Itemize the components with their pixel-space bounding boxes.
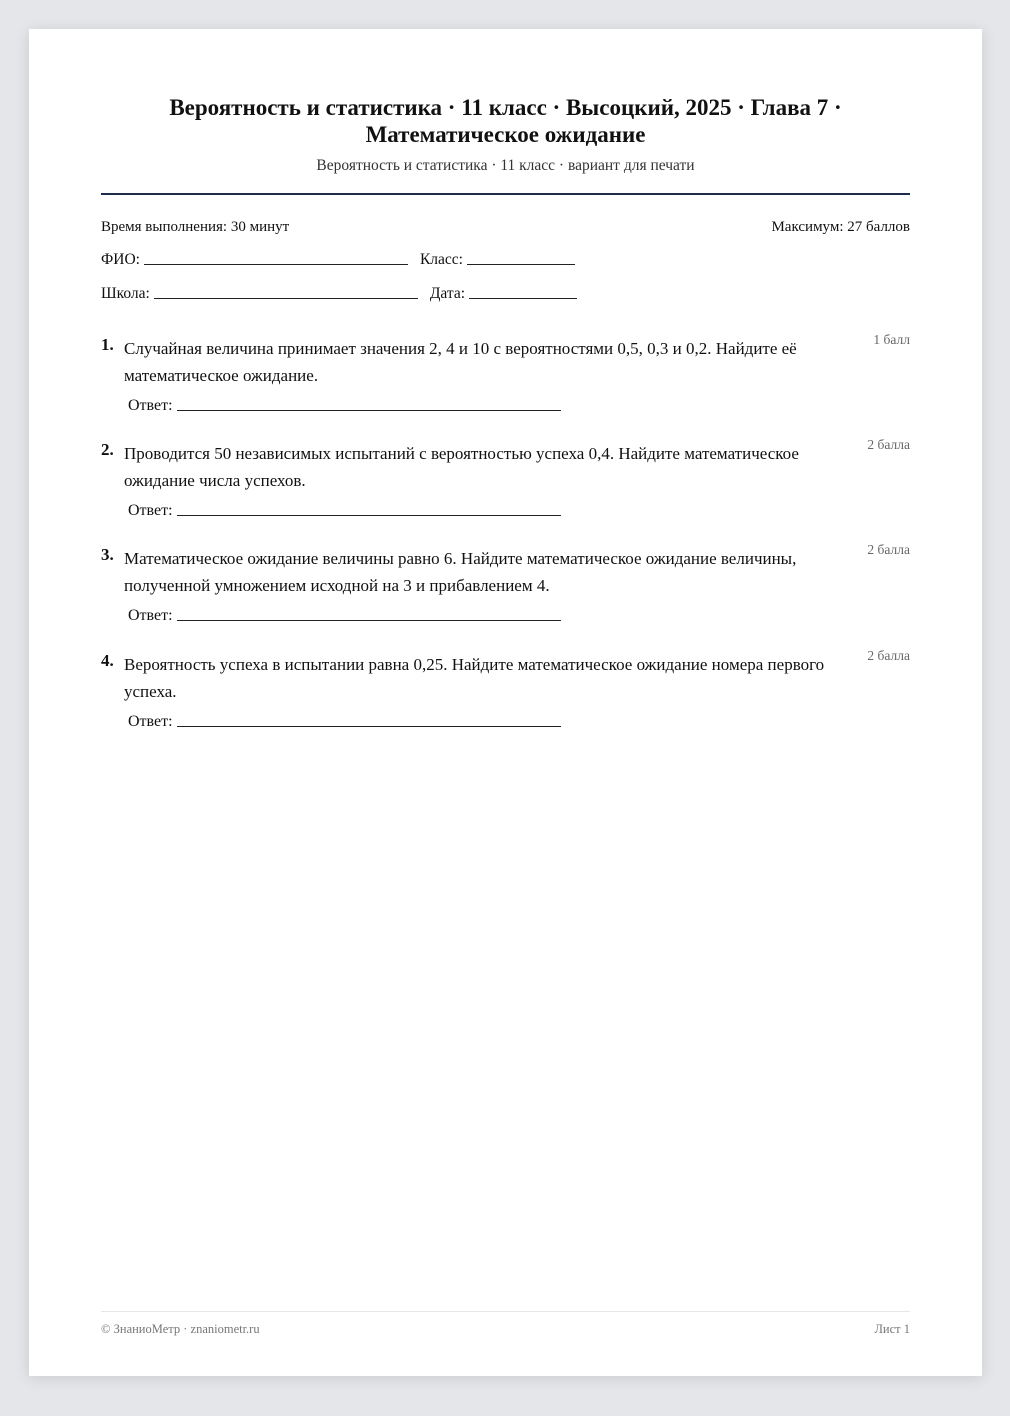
- question-text: Математическое ожидание величины равно 6. Найдите математическое ожидание величины, полученной умножением исходной на 3 и прибавлением 4.: [124, 549, 797, 595]
- answer-label: Ответ:: [128, 502, 173, 519]
- answer-row: [128, 502, 561, 520]
- title-line-1: Вероятность и статистика · 11 класс · Высоцкий, 2025 · Глава 7 ·: [169, 95, 842, 120]
- page-subtitle: Вероятность и статистика · 11 класс · вариант для печати: [316, 157, 695, 174]
- question-points: 2 балла: [867, 648, 910, 663]
- footer-divider: [101, 1311, 910, 1312]
- fio-field[interactable]: [144, 263, 408, 265]
- header-divider: [101, 193, 910, 195]
- max-score: Максимум: 27 баллов: [771, 219, 910, 235]
- answer-row: [128, 713, 561, 731]
- question-number: 2.: [101, 440, 114, 459]
- answer-row: [128, 397, 561, 415]
- question-text: Случайная величина принимает значения 2, 4 и 10 с вероятностями 0,5, 0,3 и 0,2. Найдите её математическое ожидание.: [124, 339, 797, 385]
- question-text: Вероятность успеха в испытании равна 0,25. Найдите математическое ожидание номера первого успеха.: [124, 655, 825, 701]
- question-points: 1 балл: [873, 332, 910, 347]
- question-number: 4.: [101, 651, 114, 670]
- footer-page-number: Лист 1: [874, 1322, 910, 1336]
- fio-label: ФИО:: [101, 251, 140, 268]
- fio-class-row: [101, 251, 575, 269]
- class-label: Класс:: [419, 251, 463, 268]
- time-limit: Время выполнения: 30 минут: [101, 219, 290, 235]
- answer-field[interactable]: [177, 725, 561, 727]
- class-field[interactable]: [467, 263, 575, 265]
- footer-copyright: © ЗнаниоМетр · znaniometr.ru: [101, 1322, 260, 1336]
- answer-label: Ответ:: [128, 397, 173, 414]
- answer-field[interactable]: [177, 619, 561, 621]
- worksheet-page: [29, 29, 982, 1376]
- question-text: Проводится 50 независимых испытаний с вероятностью успеха 0,4. Найдите математическое ожидание числа успехов.: [124, 444, 799, 490]
- page-content: [101, 29, 910, 1376]
- answer-row: [128, 607, 561, 625]
- answer-field[interactable]: [177, 409, 561, 411]
- page-title: [101, 94, 910, 148]
- school-field[interactable]: [154, 297, 418, 299]
- title-line-2: Математическое ожидание: [365, 122, 646, 147]
- school-label: Школа:: [101, 285, 150, 302]
- answer-field[interactable]: [177, 514, 561, 516]
- question-number: 1.: [101, 335, 114, 354]
- school-date-row: [101, 285, 577, 303]
- question-number: 3.: [101, 545, 114, 564]
- question-points: 2 балла: [867, 542, 910, 557]
- question-points: 2 балла: [867, 437, 910, 452]
- answer-label: Ответ:: [128, 607, 173, 624]
- answer-label: Ответ:: [128, 713, 173, 730]
- date-field[interactable]: [469, 297, 577, 299]
- date-label: Дата:: [429, 285, 466, 302]
